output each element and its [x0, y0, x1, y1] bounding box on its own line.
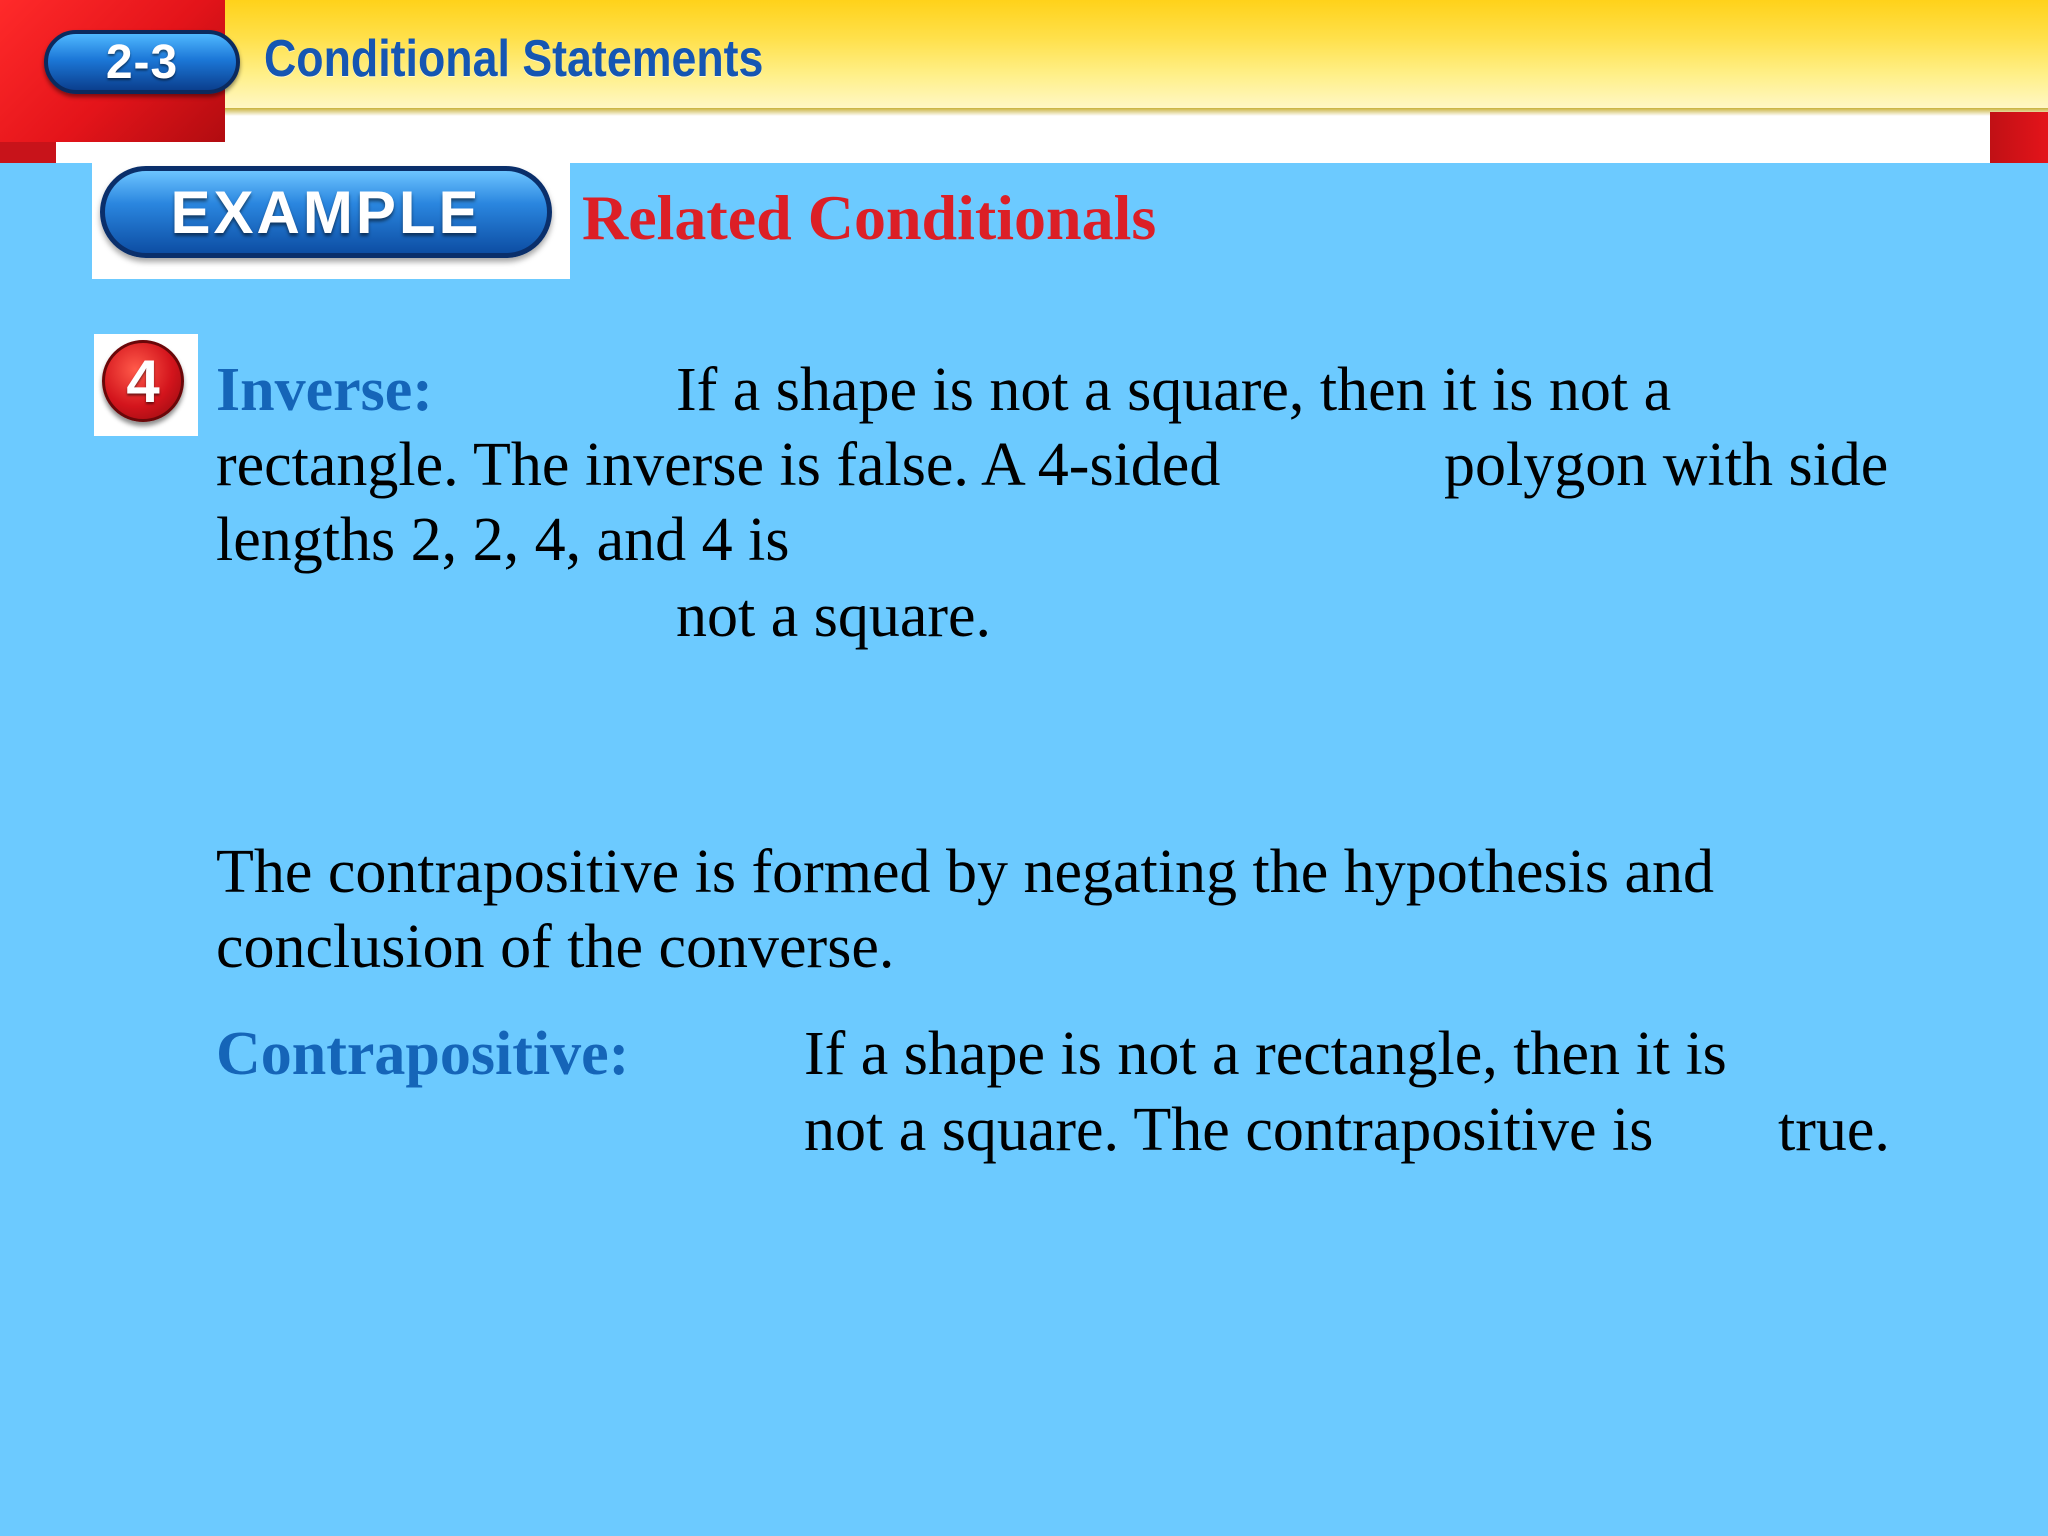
lesson-title: Conditional Statements: [264, 30, 764, 88]
inverse-text-line-3: lengths 2, 2, 4, and 4 is: [216, 506, 790, 574]
inverse-text-line-2b: polygon with side: [1444, 431, 1889, 499]
inverse-text-line-4: not a square.: [676, 582, 992, 650]
explanation-line-1: The contrapositive is formed by negating the hypothesis and: [216, 838, 1714, 906]
inverse-text-line-1: If a shape is not a square, then it is not a: [676, 356, 1672, 424]
example-badge: EXAMPLE: [100, 166, 552, 258]
header-red-accent: [1990, 112, 2048, 163]
header-divider: [0, 108, 2048, 116]
contrapositive-text-line-2a: not a square. The contrapositive is: [804, 1096, 1654, 1164]
contrapositive-text-line-1: If a shape is not a rectangle, then it is: [804, 1020, 1727, 1088]
lesson-number-badge: 2-3: [44, 30, 240, 94]
inverse-label: Inverse:: [216, 356, 433, 424]
contrapositive-text-line-2b: true.: [1778, 1096, 1890, 1164]
example-number-badge: 4: [102, 340, 184, 422]
contrapositive-label: Contrapositive:: [216, 1020, 630, 1088]
explanation-line-2: conclusion of the converse.: [216, 913, 895, 981]
inverse-text-line-2a: rectangle. The inverse is false. A 4-sided: [216, 431, 1221, 499]
example-title: Related Conditionals: [582, 182, 1157, 253]
